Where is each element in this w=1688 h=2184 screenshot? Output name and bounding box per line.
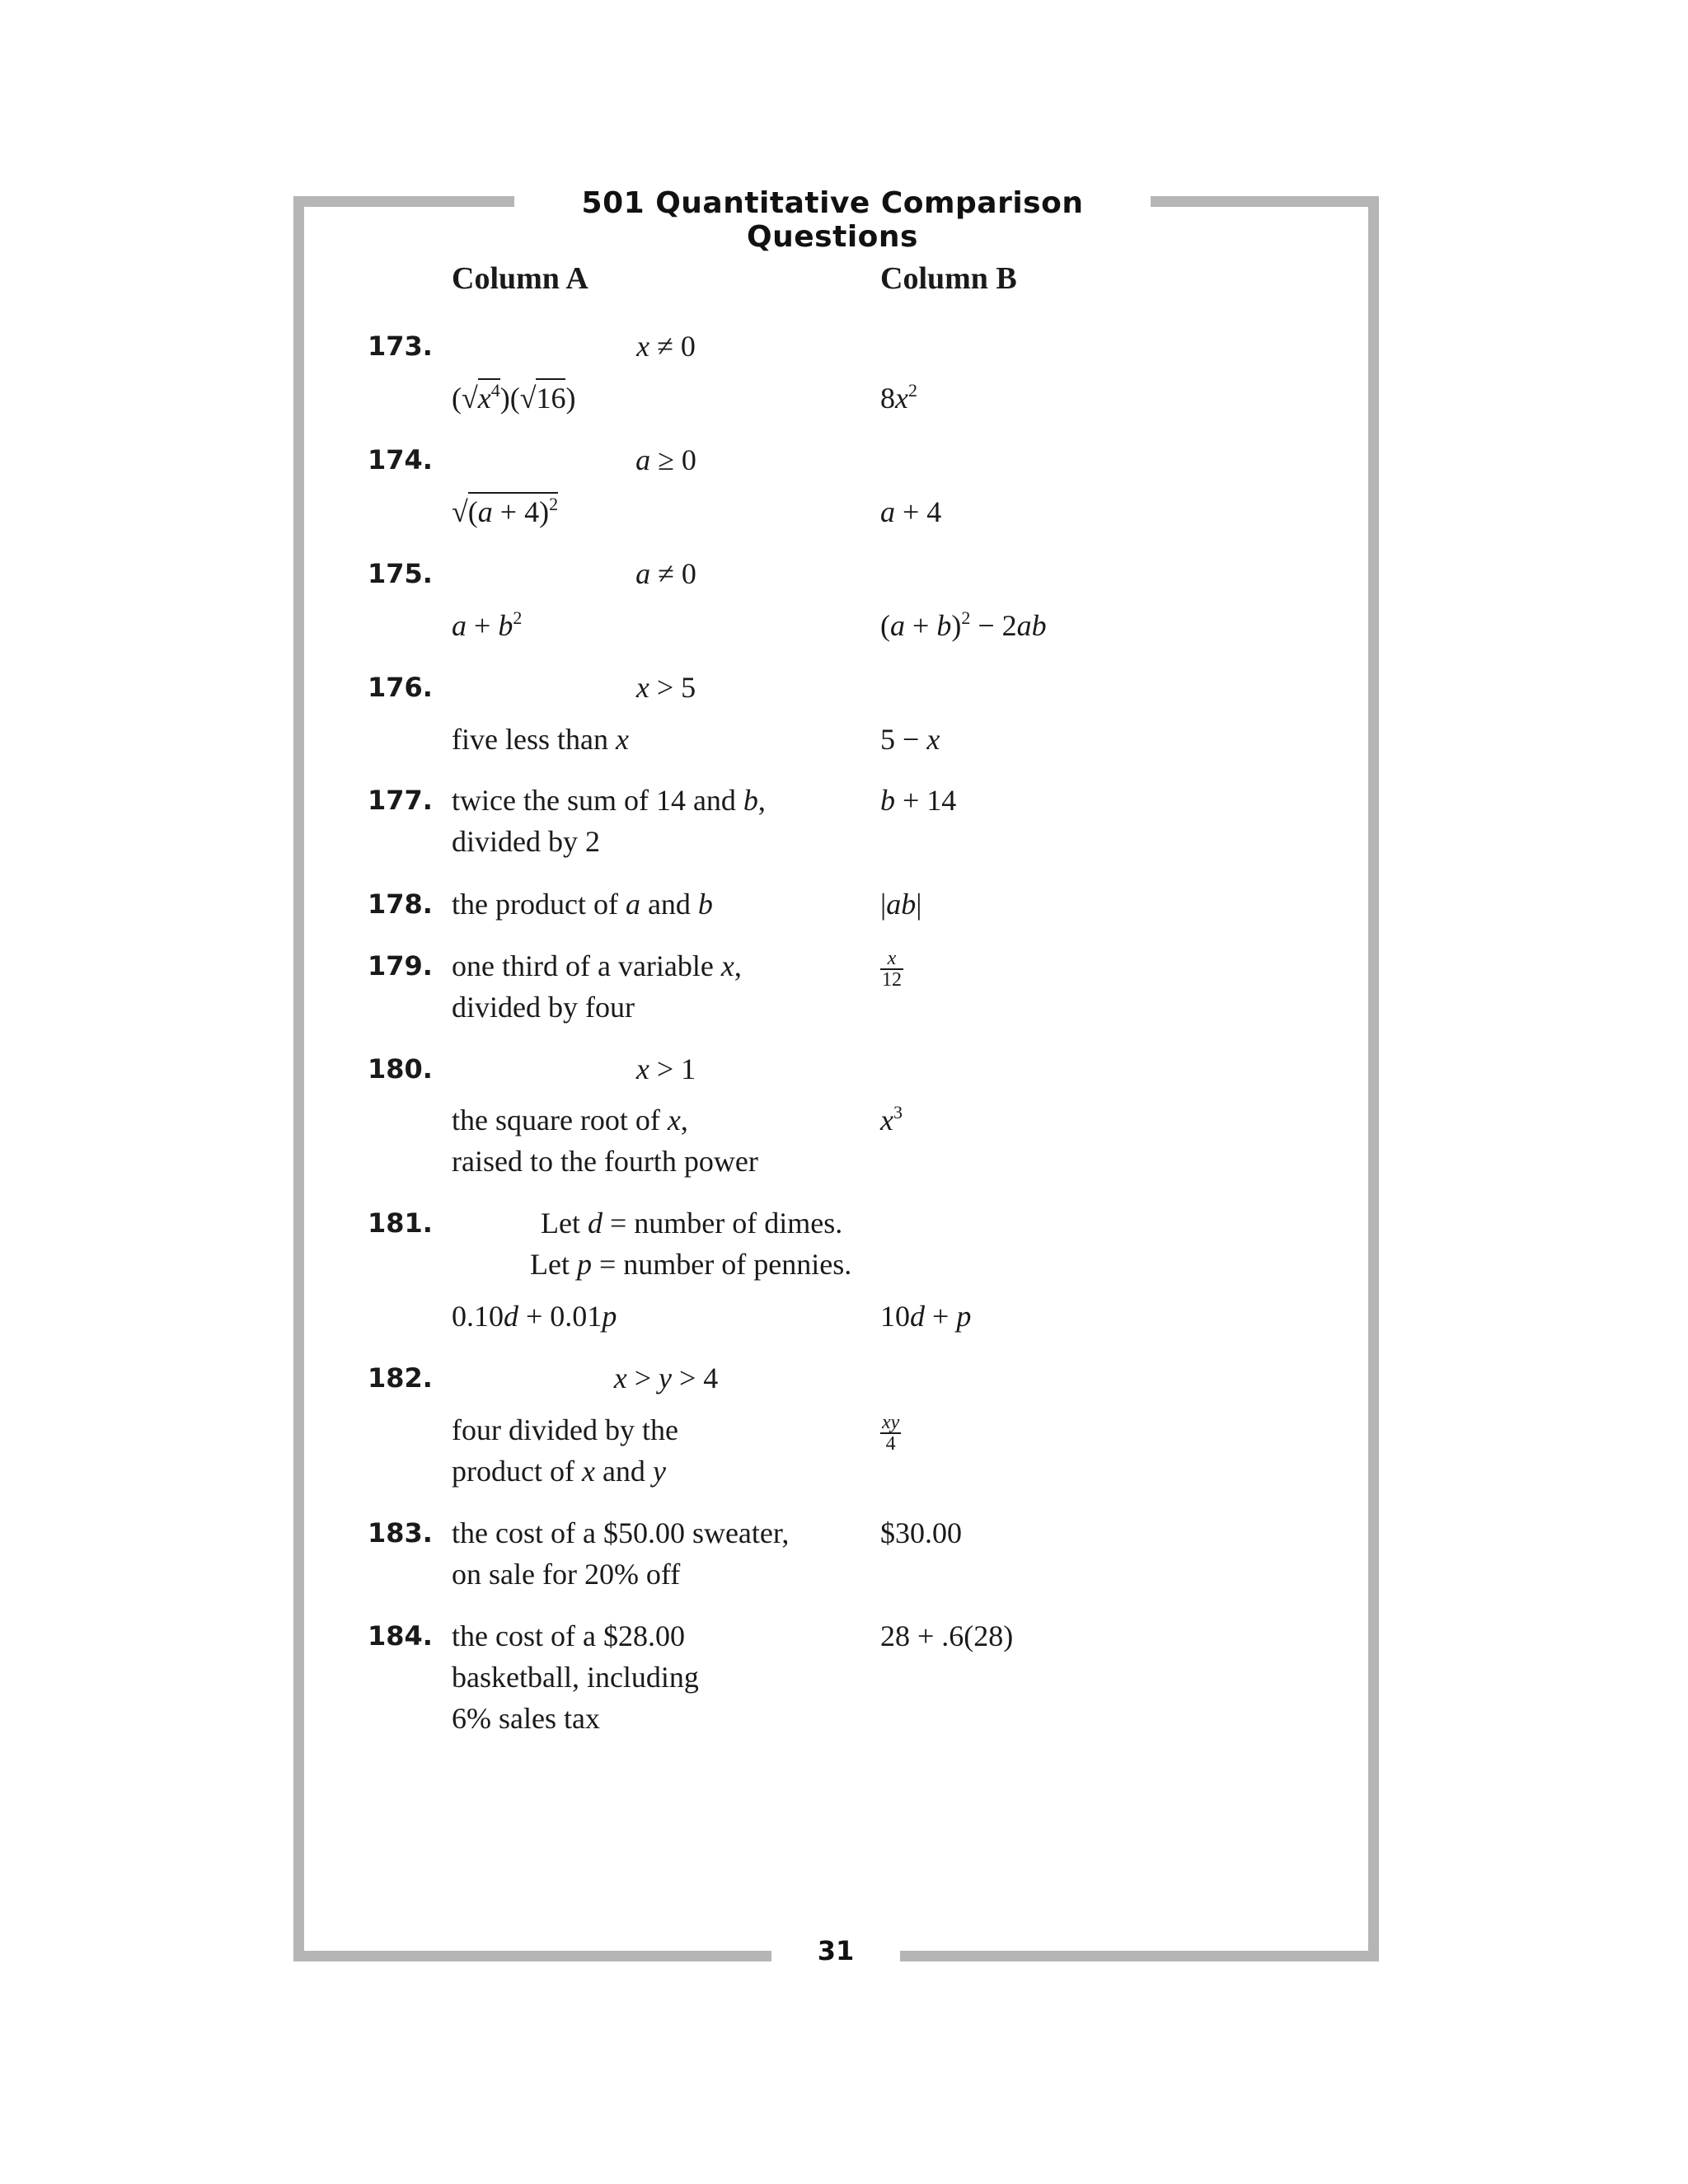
question-condition: x > y > 4 xyxy=(613,1361,719,1394)
column-a-expression: the square root of x, raised to the fourth power xyxy=(452,1104,758,1178)
question-condition: a ≥ 0 xyxy=(635,443,696,476)
frame-bottom-border-right xyxy=(900,1951,1379,1961)
column-a-line: 6% sales tax xyxy=(452,1702,600,1735)
column-a-line: basketball, including xyxy=(452,1661,699,1694)
question-number: 177. xyxy=(368,785,433,816)
question-number: 174. xyxy=(368,444,433,476)
frame-bottom-border-left xyxy=(293,1951,771,1961)
question-number: 173. xyxy=(368,330,433,362)
column-a-expression: the product of a and b xyxy=(452,888,713,921)
column-b-expression: 10d + p xyxy=(880,1300,972,1333)
column-b-expression: 28 + .6(28) xyxy=(880,1619,1014,1652)
frame-top-border-left xyxy=(293,196,514,207)
column-b-expression: b + 14 xyxy=(880,784,957,817)
column-b-expression: $8x^2$ xyxy=(880,380,917,415)
question-number: 182. xyxy=(368,1362,433,1394)
fraction: $\frac{xy}{4}$ xyxy=(882,1411,900,1455)
page-header-title: 501 Quantitative Comparison Questions xyxy=(581,186,1084,254)
question-number: 179. xyxy=(368,950,433,982)
column-a-line: the cost of a $28.00 xyxy=(452,1619,685,1652)
question-number: 176. xyxy=(368,672,433,703)
column-b-expression: |ab| xyxy=(880,888,922,921)
question-condition: x > 5 xyxy=(635,671,696,704)
column-b-expression: $(a + b)^2 - 2ab$ xyxy=(880,607,1047,642)
question-number: 183. xyxy=(368,1517,433,1549)
page-number: 31 xyxy=(817,1935,855,1966)
column-b-expression: $30.00 xyxy=(880,1516,962,1549)
column-a-expression: $(√x^4)(√16)$ xyxy=(452,380,576,415)
question-number: 180. xyxy=(368,1053,433,1085)
column-a-expression: $a + b^2$ xyxy=(452,607,523,642)
question-condition: x ≠ 0 xyxy=(636,330,696,363)
frame-right-border xyxy=(1368,196,1379,1961)
frame-left-border xyxy=(293,196,304,1961)
question-number: 175. xyxy=(368,558,433,589)
column-b-expression xyxy=(880,1409,901,1454)
column-a-heading: Column A xyxy=(452,261,588,296)
question-number: 181. xyxy=(368,1207,433,1239)
column-a-expression: twice the sum of 14 and b, divided by 2 xyxy=(452,784,766,858)
question-condition: x > 1 xyxy=(635,1052,696,1085)
column-b-expression: a + 4 xyxy=(880,495,942,528)
question-number: 184. xyxy=(368,1620,433,1652)
column-a-expression: $√(a + 4)^2$ xyxy=(452,494,559,528)
question-number: 178. xyxy=(368,888,433,920)
column-a-expression: one third of a variable x, divided by four xyxy=(452,949,742,1024)
column-a-expression: the cost of a $50.00 sweater, on sale for 20% off xyxy=(452,1516,790,1591)
question-condition-line: Let p = number of pennies. xyxy=(530,1248,852,1281)
column-a-expression: 0.10d + 0.01p xyxy=(452,1300,617,1333)
column-a-expression: four divided by the product of x and y xyxy=(452,1413,678,1488)
column-b-heading: Column B xyxy=(880,261,1017,296)
column-b-expression: 5 − x xyxy=(880,723,940,756)
column-b-expression: $x^3$ xyxy=(880,1102,903,1137)
fraction: $\frac{x}{12}$ xyxy=(882,947,902,991)
question-condition-line: Let d = number of dimes. xyxy=(541,1207,843,1240)
question-condition: a ≠ 0 xyxy=(635,557,696,590)
frame-top-border-right xyxy=(1151,196,1379,207)
column-b-expression xyxy=(880,945,903,990)
column-a-expression: five less than x xyxy=(452,723,629,756)
